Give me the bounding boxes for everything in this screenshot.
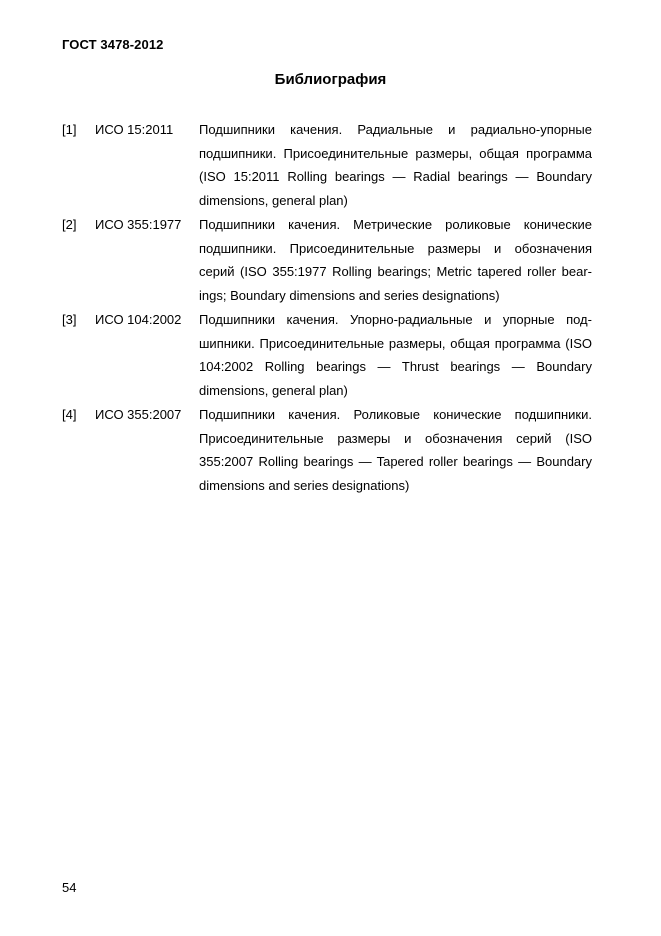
entry-text: Подшипники качения. Радиальные и радиально-упорные подшипники. Присоединительные размеры, общая программа (ISO 15:2011 Rolling bearings — Radial bearings — Boundary dimensions, general plan) [199, 122, 592, 208]
entry-number: [3] [62, 312, 77, 327]
entry-number: [4] [62, 407, 77, 422]
bibliography-entry [62, 403, 592, 497]
entry-text: Подшипники качения. Роликовые конические подшипники. Присоединительные размеры и обозначения серий (ISO 355:2007 Rolling bearings — Tapered roller bearings — Boundary dimensions and series designations) [199, 407, 592, 493]
bibliography-entry [62, 308, 592, 402]
entry-number: [1] [62, 122, 77, 137]
entry-standard: ИСО 104:2002 [95, 312, 182, 327]
bibliography-entry [62, 118, 592, 212]
section-title: Библиография [274, 71, 387, 88]
document-code: ГОСТ 3478-2012 [62, 37, 164, 52]
bibliography-list [62, 118, 592, 498]
entry-standard: ИСО 355:2007 [95, 407, 182, 422]
entry-text: Подшипники качения. Упорно-радиальные и упорные подшипники. Присоединительные размеры, общая программа (ISO 104:2002 Rolling bearings — Thrust bearings — Boundary dimensions, general plan) [199, 312, 592, 398]
entry-standard: ИСО 355:1977 [95, 217, 182, 232]
bibliography-entry [62, 213, 592, 307]
entry-standard: ИСО 15:2011 [95, 122, 174, 137]
entry-number: [2] [62, 217, 77, 232]
entry-text: Подшипники качения. Метрические роликовые конические подшипники. Присоединительные размеры и обозначения серий (ISO 355:1977 Rolling bearings; Metric tapered roller bearings; Boundary dimensions and series designations) [199, 217, 592, 303]
page-number: 54 [62, 880, 77, 895]
